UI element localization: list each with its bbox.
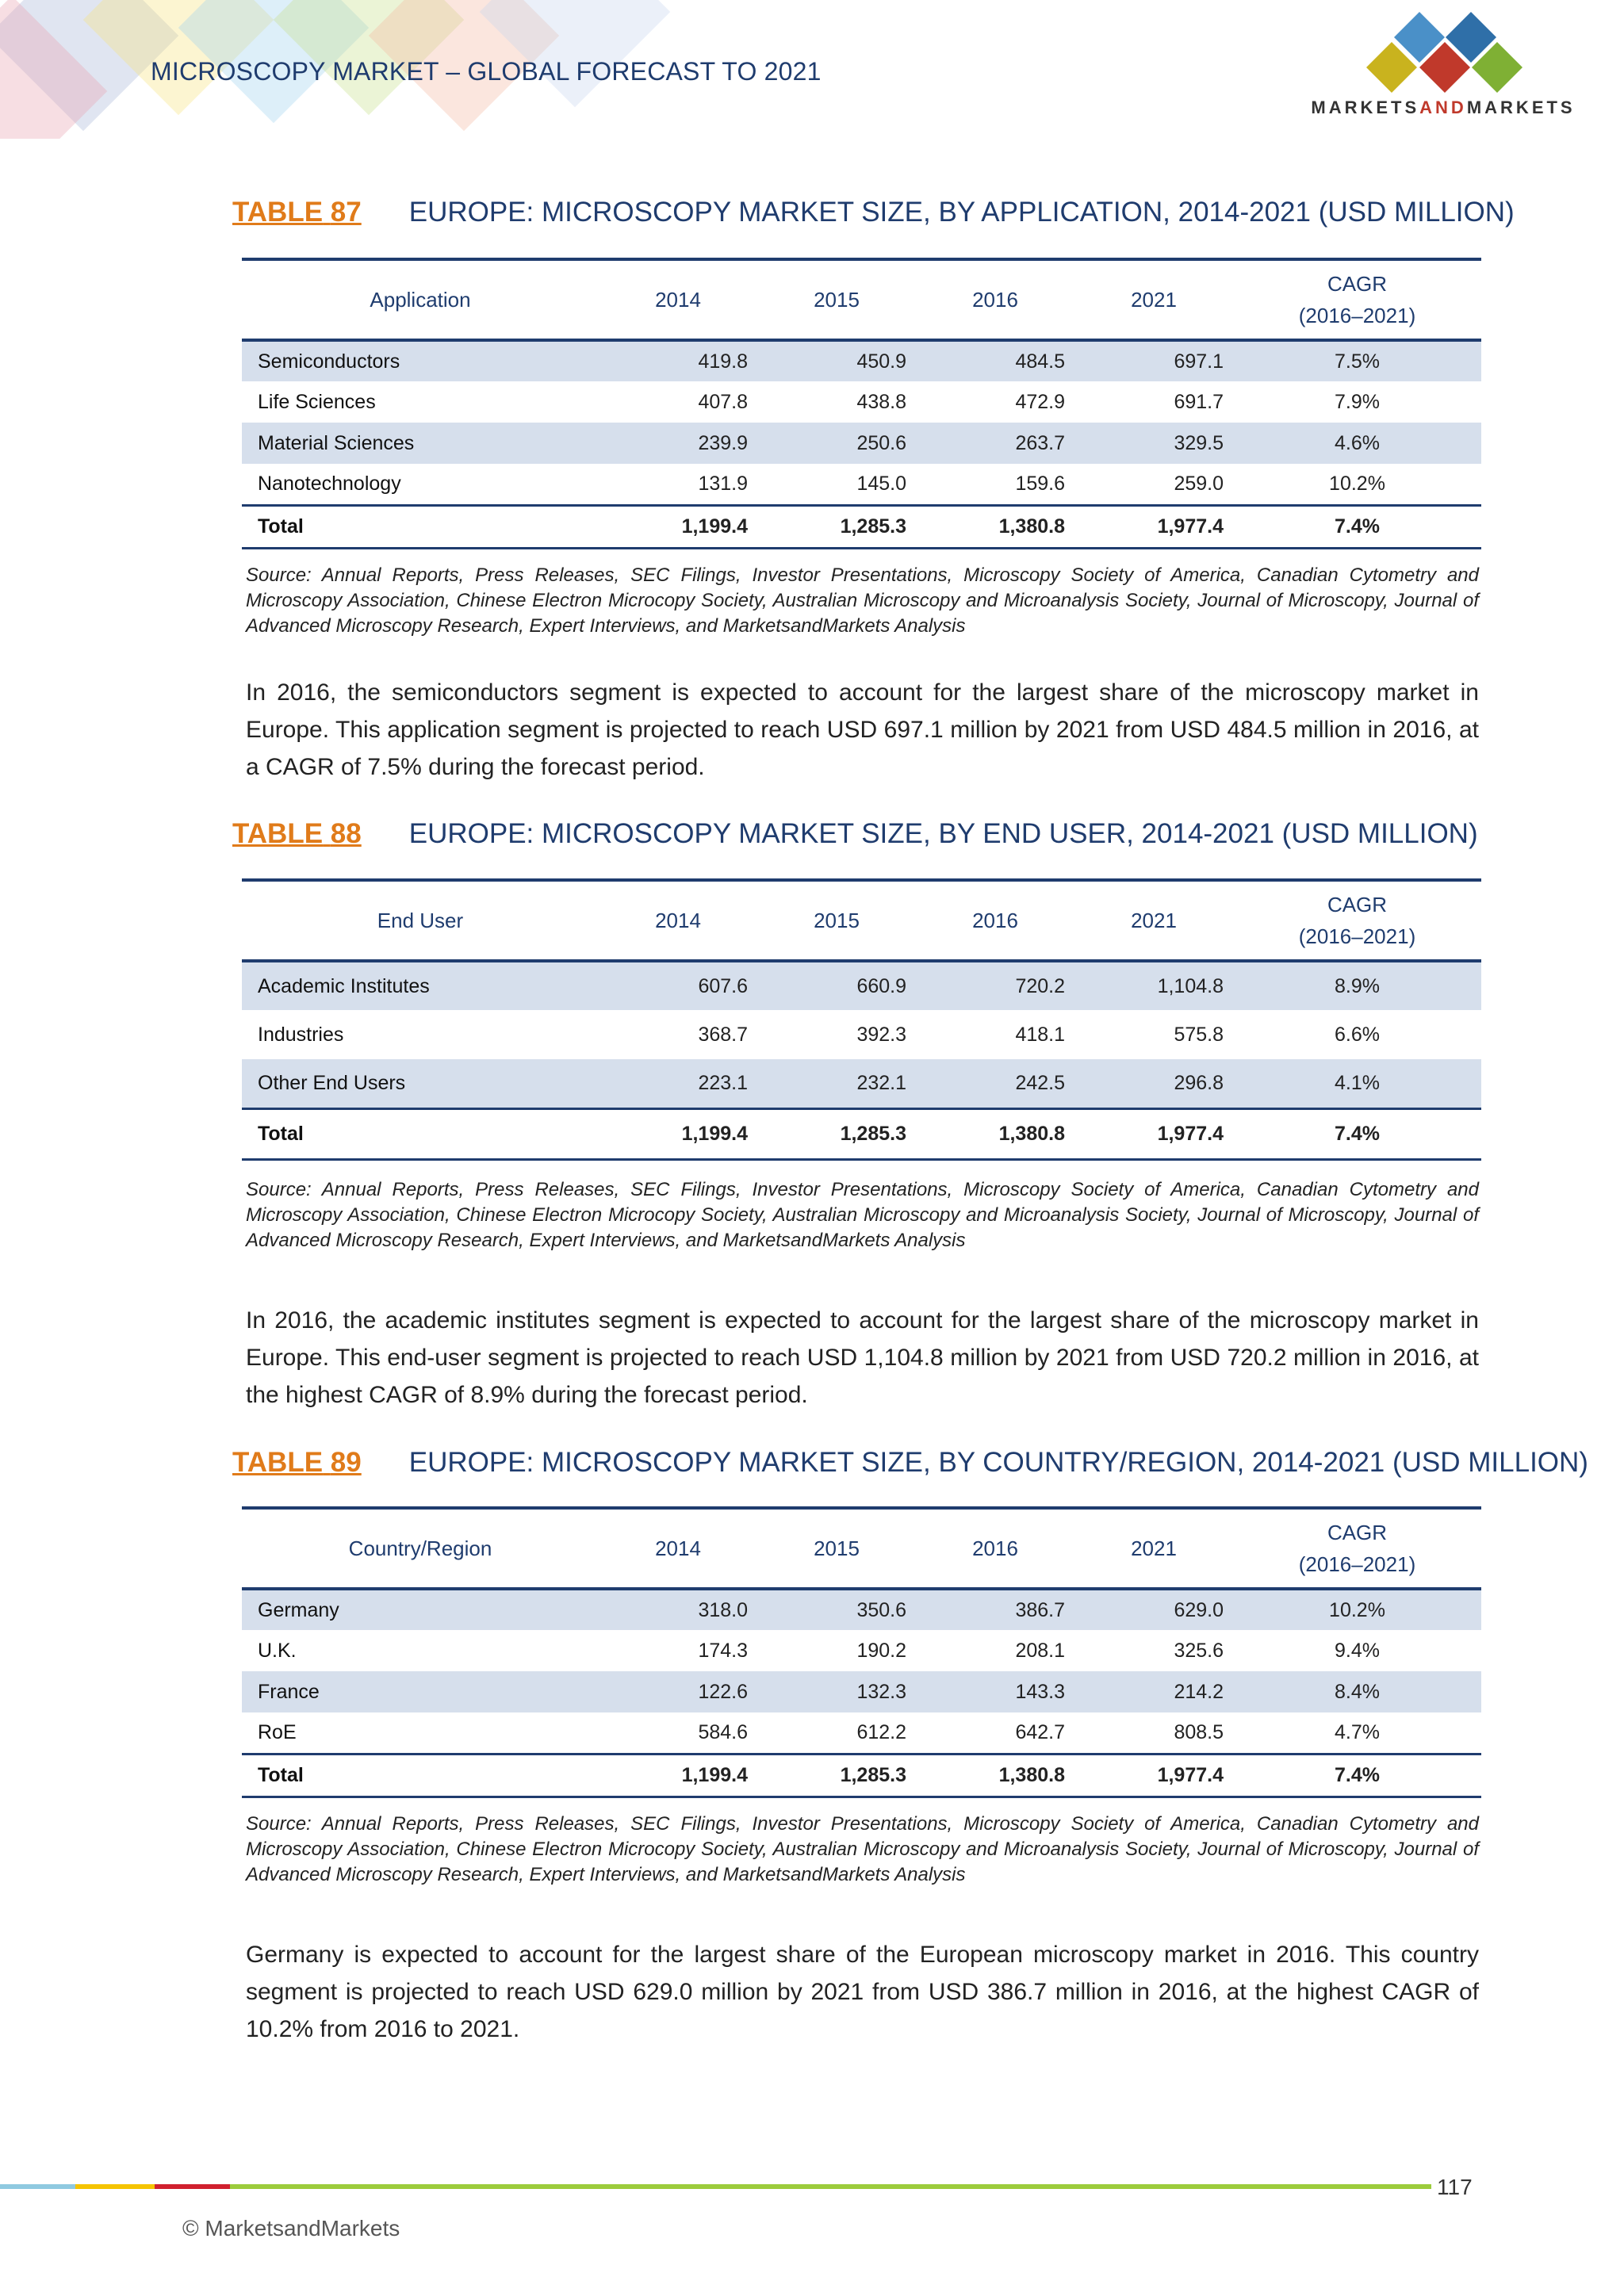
table-total-row: Total 1,199.4 1,285.3 1,380.8 1,977.4 7.4%: [242, 505, 1481, 548]
marketsandmarkets-logo: [1293, 12, 1594, 123]
table-88-source: Source: Annual Reports, Press Releases, SEC Filings, Investor Presentations, Microscopy Society of America, Canadian Cytometry and Microscopy Association, Chinese Electron Microcopy Society, Australian Microscopy and Microanalysis Society, Journal of Microscopy, Journal of Advanced Microscopy Research, Expert Interviews, and MarketsandMarkets Analysis: [246, 1179, 1479, 1251]
table-89-label: TABLE 89: [232, 1447, 362, 1478]
column-header-2016: 2016: [916, 259, 1074, 340]
column-header-2016: 2016: [916, 1508, 1074, 1589]
column-header-2015: 2015: [757, 1508, 916, 1589]
table-row: Academic Institutes 607.6 660.9 720.2 1,104.8 8.9%: [242, 961, 1481, 1010]
table-row: Other End Users 223.1 232.1 242.5 296.8 4.1%: [242, 1059, 1481, 1108]
table-87: [242, 258, 1481, 549]
column-header-2021: 2021: [1074, 880, 1233, 961]
page-number: 117: [1437, 2175, 1473, 2199]
table-89-source: Source: Annual Reports, Press Releases, SEC Filings, Investor Presentations, Microscopy Society of America, Canadian Cytometry and Microscopy Association, Chinese Electron Microcopy Society, Australian Microscopy and Microanalysis Society, Journal of Microscopy, Journal of Advanced Microscopy Research, Expert Interviews, and MarketsandMarkets Analysis: [246, 1813, 1479, 1885]
column-header-2015: 2015: [757, 880, 916, 961]
column-header-cagr: CAGR (2016–2021): [1233, 1508, 1481, 1589]
table-row: Material Sciences 239.9 250.6 263.7 329.5 4.6%: [242, 423, 1481, 464]
table-row: Industries 368.7 392.3 418.1 575.8 6.6%: [258, 1023, 1380, 1046]
table-row: RoE 584.6 612.2 642.7 808.5 4.7%: [258, 1720, 1380, 1743]
column-header-cagr: CAGR (2016–2021): [1233, 880, 1481, 961]
table-row: U.K. 174.3 190.2 208.1 325.6 9.4%: [258, 1639, 1380, 1662]
table-89: [242, 1506, 1481, 1798]
table-row: Nanotechnology 131.9 145.0 159.6 259.0 10.2%: [258, 472, 1385, 495]
table-total-row: Total 1,199.4 1,285.3 1,380.8 1,977.4 7.4%: [242, 1754, 1481, 1797]
logo-wordmark: MARKETSANDMARKETS: [1311, 98, 1576, 117]
table-89-title: TABLE 89 EUROPE: MICROSCOPY MARKET SIZE, BY COUNTRY/REGION, 2014-2021 (USD MILLION): [232, 1447, 1588, 1478]
column-header-application: Application: [242, 259, 599, 340]
footer-color-bar: [0, 2184, 1431, 2189]
column-header-2021: 2021: [1074, 1508, 1233, 1589]
table-row: Life Sciences 407.8 438.8 472.9 691.7 7.9%: [258, 390, 1380, 413]
table-87-title: TABLE 87 EUROPE: MICROSCOPY MARKET SIZE, BY APPLICATION, 2014-2021 (USD MILLION): [232, 197, 1515, 228]
table-row: Germany 318.0 350.6 386.7 629.0 10.2%: [242, 1589, 1481, 1630]
column-header-2016: 2016: [916, 880, 1074, 961]
table-87-paragraph: In 2016, the semiconductors segment is expected to account for the largest share of the microscopy market in Europe. This application segment is projected to reach USD 697.1 million by 2021 from USD 484.5 million in 2016, at a CAGR of 7.5% during the forecast period.: [246, 679, 1479, 780]
copyright-notice: © MarketsandMarkets: [182, 2216, 400, 2241]
table-88: [242, 878, 1481, 1161]
table-row: Semiconductors 419.8 450.9 484.5 697.1 7.5%: [242, 340, 1481, 381]
column-header-cagr: CAGR (2016–2021): [1233, 259, 1481, 340]
column-header-2021: 2021: [1074, 259, 1233, 340]
table-row: France 122.6 132.3 143.3 214.2 8.4%: [242, 1671, 1481, 1712]
column-header-end-user: End User: [242, 880, 599, 961]
table-87-label: TABLE 87: [232, 197, 362, 228]
table-88-label: TABLE 88: [232, 818, 362, 849]
column-header-2014: 2014: [599, 1508, 757, 1589]
table-88-title: TABLE 88 EUROPE: MICROSCOPY MARKET SIZE, BY END USER, 2014-2021 (USD MILLION): [232, 818, 1478, 849]
column-header-2014: 2014: [599, 259, 757, 340]
table-88-paragraph: In 2016, the academic institutes segment is expected to account for the largest share of the microscopy market in Europe. This end-user segment is projected to reach USD 1,104.8 million by 2021 from USD 720.2 million in 2016, at the highest CAGR of 8.9% during the forecast period.: [246, 1307, 1479, 1408]
document-title: MICROSCOPY MARKET – GLOBAL FORECAST TO 2021: [151, 57, 822, 86]
table-total-row: Total 1,199.4 1,285.3 1,380.8 1,977.4 7.4%: [242, 1108, 1481, 1159]
table-89-paragraph: Germany is expected to account for the largest share of the European microscopy market in 2016. This country segment is projected to reach USD 629.0 million by 2021 from USD 386.7 million in 2016, at the highest CAGR of 10.2% from 2016 to 2021.: [246, 1942, 1479, 2042]
column-header-2014: 2014: [599, 880, 757, 961]
column-header-country-region: Country/Region: [242, 1508, 599, 1589]
column-header-2015: 2015: [757, 259, 916, 340]
logo-diamonds-icon: [1293, 12, 1594, 95]
table-87-source: Source: Annual Reports, Press Releases, SEC Filings, Investor Presentations, Microscopy Society of America, Canadian Cytometry and Microscopy Association, Chinese Electron Microcopy Society, Australian Microscopy and Microanalysis Society, Journal of Microscopy, Journal of Advanced Microscopy Research, Expert Interviews, and MarketsandMarkets Analysis: [246, 564, 1479, 637]
